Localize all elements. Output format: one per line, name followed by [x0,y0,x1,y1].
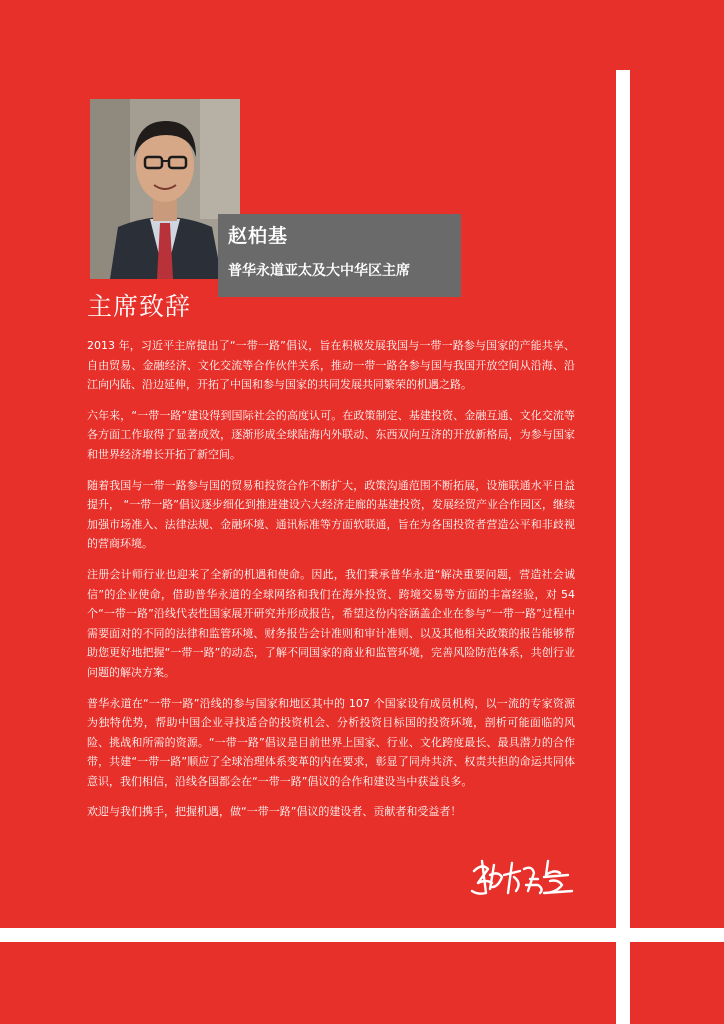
message-body [87,336,575,833]
handwritten-signature [468,853,580,899]
paragraph: 2013 年，习近平主席提出了“一带一路”倡议，旨在积极发展我国与一带一路参与国家的产能共享、自由贸易、金融经济、文化交流等合作伙伴关系，推动一带一路各参与国与我国开放空间从沿海、沿江向内陆、沿边延伸，开拓了中国和参与国家的共同发展共同繁荣的机遇之路。 [87,339,575,392]
paragraph: 欢迎与我们携手，把握机遇，做“一带一路”倡议的建设者、贡献者和受益者！ [87,805,462,819]
paragraph: 随着我国与一带一路参与国的贸易和投资合作不断扩大，政策沟通范围不断拓展，设施联通水平日益提升， “一带一路”倡议逐步细化到推进建设六大经济走廊的基建投资，发展经贸产业合作园区，继续加强市场准入、法律法规、金融环境、通讯标准等方面软联通，旨在为各国投资者营造公平和非歧视的营商环境。 [87,478,575,551]
paragraph: 注册会计师行业也迎来了全新的机遇和使命。因此，我们秉承普华永道“解决重要问题，营造社会诚信”的企业使命，借助普华永道的全球网络和我们在海外投资、跨境交易等方面的丰富经验，对 54 个“一带一路”沿线代表性国家展开研究并形成报告，希望这份内容涵盖企业在参与“一带一路”过程中需要面对的不同的法律和监管环境、财务报告会计准则和审计准则、以及其他相关政策的报告能够帮助您更好地把握“一带一路”的动态，了解不同国家的商业和监管环境，完善风险防范体系，共创行业问题的解决方案。 [87,567,575,679]
white-vertical-stripe [616,70,630,1024]
person-title: 普华永道亚太及大中华区主席 [228,263,410,279]
person-name: 赵柏基 [228,225,289,247]
white-horizontal-stripe [0,928,724,942]
paragraph: 六年来，“一带一路”建设得到国际社会的高度认可。在政策制定、基建投资、金融互通、文化交流等各方面工作取得了显著成效，逐渐形成全球陆海内外联动、东西双向互济的开放新格局，为参与国家和世界经济增长开拓了新空间。 [87,408,575,461]
paragraph: 普华永道在“一带一路”沿线的参与国家和地区其中的 107 个国家设有成员机构，以一流的专家资源为独特优势，帮助中国企业寻找适合的投资机会、分析投资目标国的投资环境，剖析可能面临的风险、挑战和所需的资源。“一带一路”倡议是目前世界上国家、行业、文化跨度最长、最具潜力的合作带，共建“一带一路”顺应了全球治理体系变革的内在要求，彰显了同舟共济、权责共担的命运共同体意识，我们相信，沿线各国都会在“一带一路”倡议的合作和建设当中获益良多。 [87,696,575,788]
section-title: 主席致辞 [87,292,192,321]
